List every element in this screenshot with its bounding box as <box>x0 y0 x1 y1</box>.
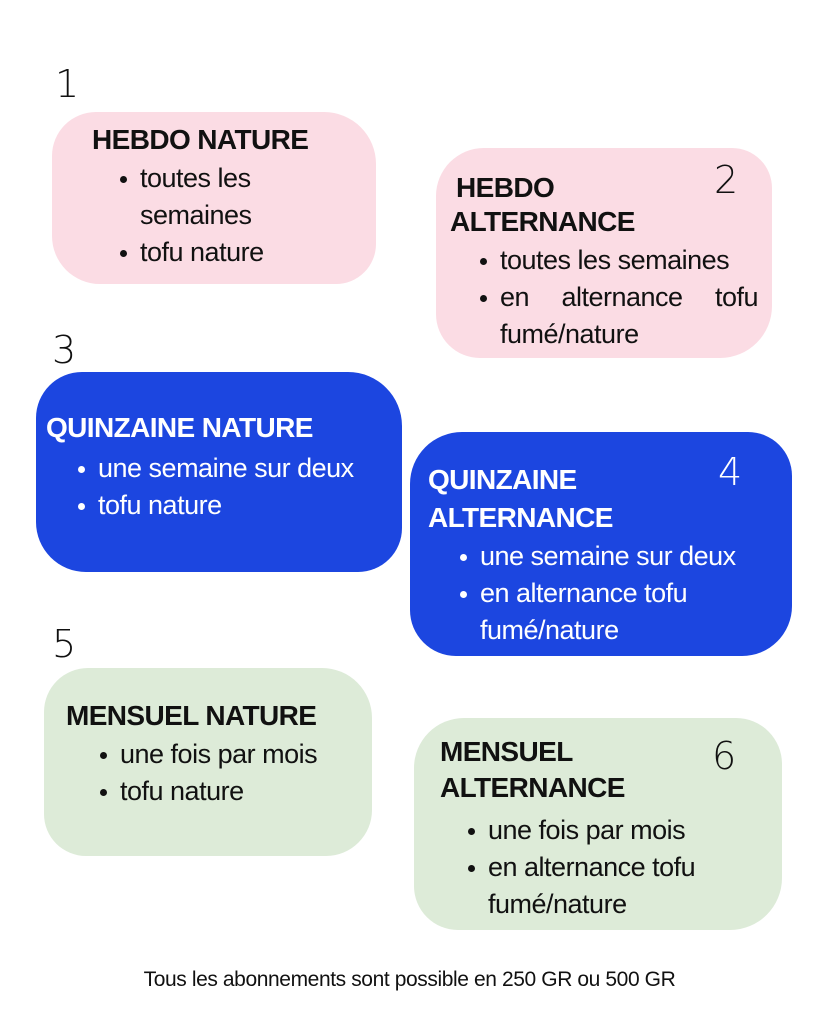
card-1-list <box>116 160 286 271</box>
card-1-number: 1 <box>55 62 80 106</box>
list-item: tofu nature <box>116 234 286 271</box>
card-2-title-line-1: HEBDO <box>456 172 555 203</box>
list-item: une fois par mois <box>96 736 366 773</box>
card-2-hebdo-alternance <box>436 148 772 358</box>
card-6-list <box>464 812 754 923</box>
list-item: tofu nature <box>74 487 404 524</box>
card-2-list <box>476 242 758 353</box>
card-6-number: 6 <box>712 734 737 778</box>
card-4-quinzaine-alternance <box>410 432 792 656</box>
list-item: toutes les semaines <box>116 160 286 234</box>
card-4-number: 4 <box>718 450 743 494</box>
card-3-title: QUINZAINE NATURE <box>46 412 313 443</box>
card-1-title: HEBDO NATURE <box>92 124 309 155</box>
card-4-title-line-1: QUINZAINE <box>428 464 577 495</box>
list-item: toutes les semaines <box>476 242 758 279</box>
list-item: en alternance tofu fumé/nature <box>476 279 758 353</box>
card-3-quinzaine-nature <box>36 372 402 572</box>
card-6-title-line-1: MENSUEL <box>440 736 573 767</box>
list-item: une semaine sur deux <box>456 538 776 575</box>
list-item: une fois par mois <box>464 812 754 849</box>
footer-note: Tous les abonnements sont possible en 250 GR ou 500 GR <box>143 968 676 991</box>
card-4-title-line-2: ALTERNANCE <box>428 502 613 533</box>
card-4-list <box>456 538 776 649</box>
card-2-title-line-2: ALTERNANCE <box>450 206 635 237</box>
card-6-title-line-2: ALTERNANCE <box>440 772 625 803</box>
card-5-title: MENSUEL NATURE <box>66 700 317 731</box>
card-5-mensuel-nature <box>44 668 372 856</box>
list-item: une semaine sur deux <box>74 450 404 487</box>
list-item: en alternance tofu fumé/nature <box>456 575 776 649</box>
card-1-hebdo-nature <box>52 112 376 284</box>
list-item: en alternance tofu fumé/nature <box>464 849 754 923</box>
card-5-number: 5 <box>52 622 77 666</box>
card-3-list <box>74 450 404 524</box>
card-5-list <box>96 736 366 810</box>
card-2-number: 2 <box>714 158 739 202</box>
card-6-mensuel-alternance <box>414 718 782 930</box>
card-3-number: 3 <box>52 328 77 372</box>
list-item: tofu nature <box>96 773 366 810</box>
